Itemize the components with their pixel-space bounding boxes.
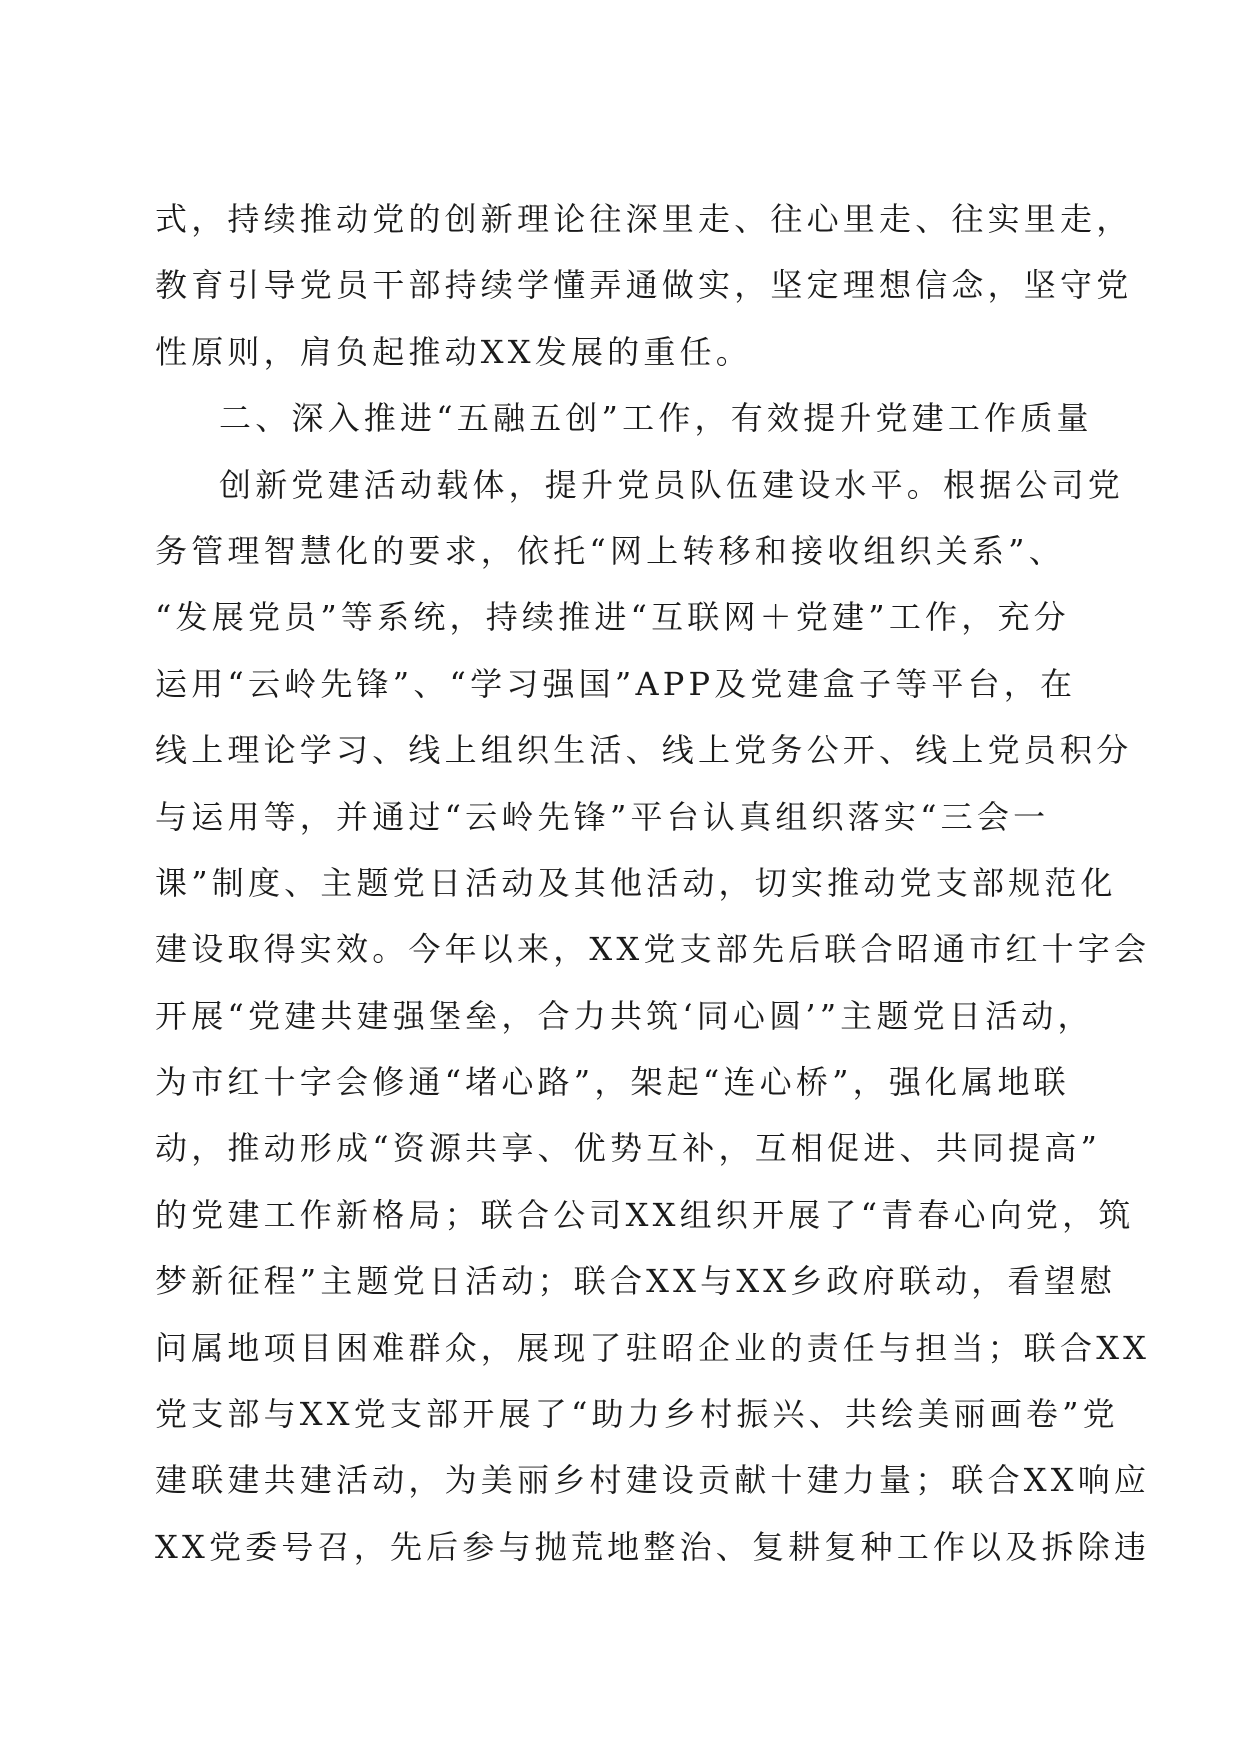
text-line: 为市红十字会修通“堵心路”，架起“连心桥”，强化属地联 (155, 1063, 1070, 1102)
text-line: 党支部与XX党支部开展了“助力乡村振兴、共绘美丽画卷”党 (155, 1395, 1119, 1434)
text-line: 性原则，肩负起推动XX发展的重任。 (155, 332, 752, 371)
body-text (155, 186, 1151, 1580)
text-line: 与运用等，并通过“云岭先锋”平台认真组织落实“三会一 (155, 797, 1050, 836)
text-line: “发展党员”等系统，持续推进“互联网＋党建”工作，充分 (155, 598, 1070, 637)
text-line: 式，持续推动党的创新理论往深里走、往心里走、往实里走， (155, 200, 1133, 238)
text-line: 教育引导党员干部持续学懂弄通做实，坚定理想信念，坚守党 (155, 266, 1133, 305)
text-line: 线上理论学习、线上组织生活、线上党务公开、线上党员积分 (155, 731, 1133, 770)
text-line: 建设取得实效。今年以来，XX党支部先后联合昭通市红十字会 (155, 930, 1151, 969)
text-line: 梦新征程”主题党日活动；联合XX与XX乡政府联动，看望慰 (155, 1262, 1117, 1301)
text-line: 课”制度、主题党日活动及其他活动，切实推动党支部规范化 (155, 863, 1117, 902)
text-line: 务管理智慧化的要求，依托“网上转移和接收组织关系”、 (155, 531, 1065, 570)
text-line: 问属地项目困难群众，展现了驻昭企业的责任与担当；联合XX (155, 1328, 1151, 1367)
text-line: XX党委号召，先后参与抛荒地整治、复耕复种工作以及拆除违 (155, 1527, 1151, 1566)
text-line: 运用“云岭先锋”、“学习强国”APP及党建盒子等平台，在 (155, 664, 1077, 703)
paragraph-start: 创新党建活动载体，提升党员队伍建设水平。根据公司党 (219, 465, 1125, 504)
text-line: 动，推动形成“资源共享、优势互补，互相促进、共同提高” (155, 1129, 1102, 1168)
text-line: 建联建共建活动，为美丽乡村建设贡献十建力量；联合XX响应 (155, 1461, 1151, 1500)
text-line: 开展“党建共建强堡垒，合力共筑‘同心圆’”主题党日活动， (155, 996, 1094, 1035)
section-heading: 二、深入推进“五融五创”工作，有效提升党建工作质量 (219, 399, 1093, 438)
text-line: 的党建工作新格局；联合公司XX组织开展了“青春心向党，筑 (155, 1195, 1135, 1234)
